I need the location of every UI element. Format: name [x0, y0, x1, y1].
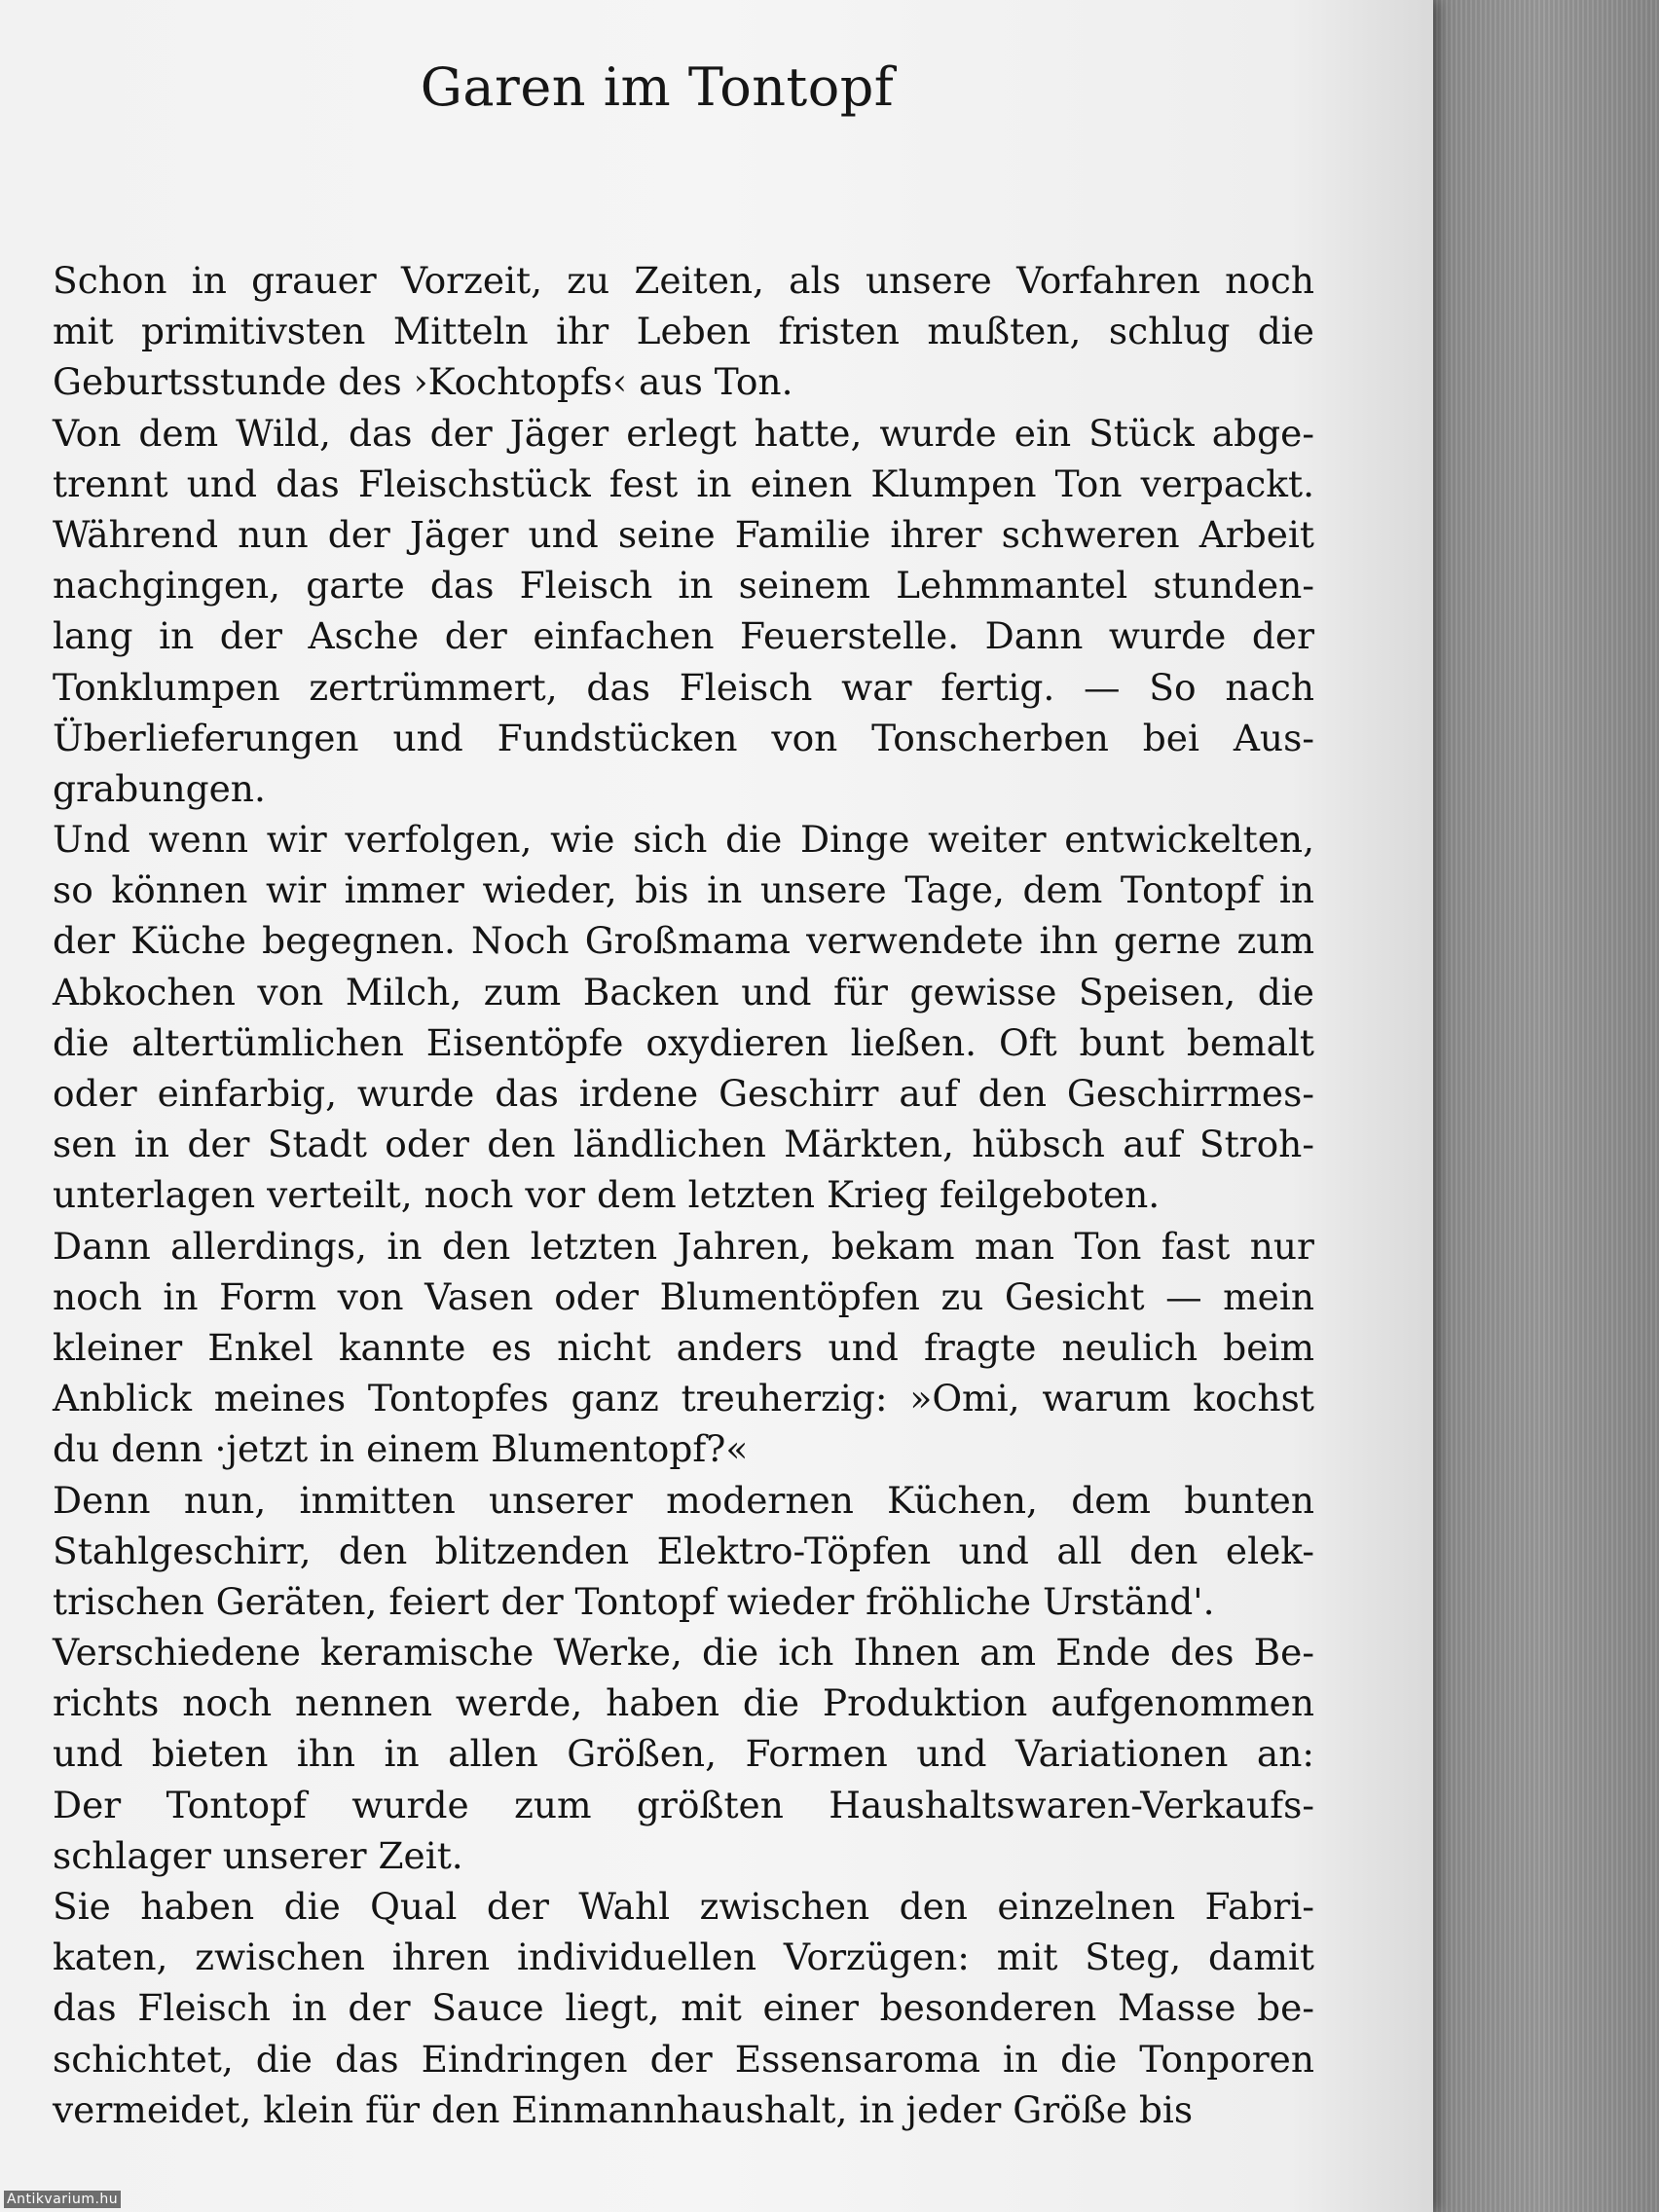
page-stack-edge — [1421, 0, 1659, 2212]
text-line: Stahlgeschirr, den blitzenden Elektro-Töpfen und all den elek- — [53, 1529, 1314, 1572]
paragraph — [53, 1475, 1314, 1628]
watermark: Antikvarium.hu — [4, 2191, 121, 2208]
text-line: so können wir immer wieder, bis in unsere Tage, dem Tontopf in — [53, 868, 1314, 912]
text-line: Überlieferungen und Fundstücken von Tonscherben bei Aus- — [53, 716, 1314, 759]
text-line: Dann allerdings, in den letzten Jahren, bekam man Ton fast nur — [53, 1224, 1314, 1268]
text-line: katen, zwischen ihren individuellen Vorzügen: mit Steg, damit — [53, 1936, 1314, 1979]
text-line: Sie haben die Qual der Wahl zwischen den einzelnen Fabri- — [53, 1885, 1314, 1928]
text-line: Während nun der Jäger und seine Familie ihrer schweren Arbeit — [53, 512, 1314, 556]
text-line: die altertümlichen Eisentöpfe oxydieren ließen. Oft bunt bemalt — [53, 1020, 1314, 1064]
text-line: und bieten ihn in allen Größen, Formen und Variationen an: — [53, 1732, 1314, 1776]
paragraph — [53, 1221, 1314, 1475]
paragraph — [53, 1627, 1314, 1881]
text-line: nachgingen, garte das Fleisch in seinem Lehmmantel stunden- — [53, 564, 1314, 608]
text-line: oder einfarbig, wurde das irdene Geschirr auf den Geschirrmes- — [53, 1072, 1314, 1115]
paragraph — [53, 408, 1314, 815]
text-line: der Küche begegnen. Noch Großmama verwendete ihn gerne zum — [53, 919, 1314, 963]
text-line: das Fleisch in der Sauce liegt, mit einer besonderen Masse be- — [53, 1986, 1314, 2030]
text-line: unterlagen verteilt, noch vor dem letzten Krieg feilgeboten. — [53, 1173, 1161, 1217]
text-line: Und wenn wir verfolgen, wie sich die Dinge weiter entwickelten, — [53, 818, 1314, 862]
text-line: kleiner Enkel kannte es nicht anders und fragte neulich beim — [53, 1325, 1314, 1369]
text-line: schichtet, die das Eindringen der Essensaroma in die Tonporen — [53, 2037, 1314, 2081]
text-line: lang in der Asche der einfachen Feuerstelle. Dann wurde der — [53, 614, 1314, 658]
text-line: Tonklumpen zertrümmert, das Fleisch war fertig. — So nach — [53, 665, 1314, 709]
paragraph — [53, 255, 1314, 408]
text-line: grabungen. — [53, 766, 266, 810]
text-line: du denn ·jetzt in einem Blumentopf?« — [53, 1427, 749, 1471]
page-title: Garen im Tontopf — [420, 56, 895, 118]
text-line: vermeidet, klein für den Einmannhaushalt, in jeder Größe bis — [53, 2087, 1194, 2131]
text-line: Verschiedene keramische Werke, die ich Ihnen am Ende des Be- — [53, 1631, 1314, 1675]
text-line: Anblick meines Tontopfes ganz treuherzig: »Omi, warum kochst — [53, 1377, 1314, 1420]
text-line: Schon in grauer Vorzeit, zu Zeiten, als unsere Vorfahren noch — [53, 259, 1314, 302]
paragraph — [53, 814, 1314, 1221]
text-line: trischen Geräten, feiert der Tontopf wieder fröhliche Urständ'. — [53, 1579, 1215, 1623]
text-line: schlager unserer Zeit. — [53, 1833, 463, 1877]
text-line: mit primitivsten Mitteln ihr Leben fristen mußten, schlug die — [53, 310, 1314, 353]
text-line: sen in der Stadt oder den ländlichen Märkten, hübsch auf Stroh- — [53, 1123, 1314, 1166]
text-line: Denn nun, inmitten unserer modernen Küchen, dem bunten — [53, 1478, 1314, 1522]
text-line: Abkochen von Milch, zum Backen und für gewisse Speisen, die — [53, 970, 1314, 1014]
text-line: trennt und das Fleischstück fest in einen Klumpen Ton verpackt. — [53, 461, 1314, 505]
paragraph — [53, 1881, 1314, 2135]
text-line: Geburtsstunde des ›Kochtopfs‹ aus Ton. — [53, 360, 793, 404]
text-line: Von dem Wild, das der Jäger erlegt hatte, wurde ein Stück abge- — [53, 411, 1314, 455]
text-line: Der Tontopf wurde zum größten Haushaltswaren-Verkaufs- — [53, 1783, 1314, 1826]
text-line: noch in Form von Vasen oder Blumentöpfen zu Gesicht — mein — [53, 1274, 1314, 1318]
text-line: richts noch nennen werde, haben die Produktion aufgenommen — [53, 1681, 1314, 1725]
body-text — [53, 255, 1314, 2135]
